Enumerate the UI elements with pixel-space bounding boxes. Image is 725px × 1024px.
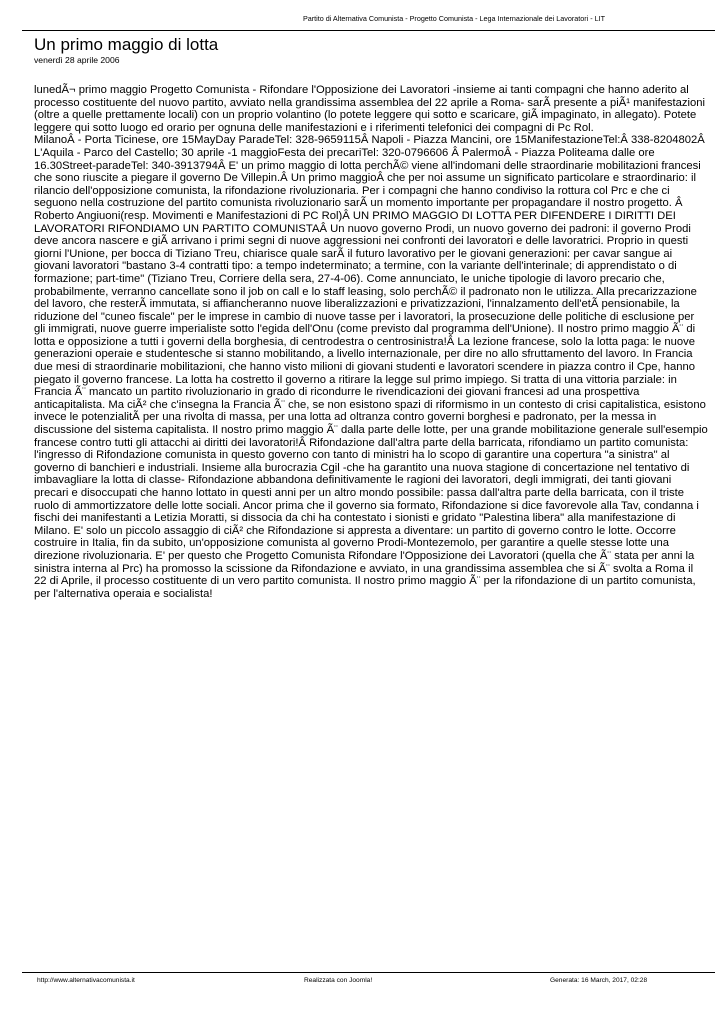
footer-site-url[interactable]: http://www.alternativacomunista.it	[37, 977, 135, 984]
page-header	[22, 14, 715, 31]
footer-generated-date: Generata: 16 March, 2017, 02:28	[550, 977, 648, 984]
article-paragraph-intro: lunedÃ¬ primo maggio Progetto Comunista - Rifondare l'Opposizione dei Lavoratori -insieme ai tanti compagni che hanno aderito al processo costituente del nuovo partito, avviato nella grandissima assemblea del 22 aprile a Roma- sarÃ presente a piÃ¹ manifestazioni (oltre a quelle prettamente locali) con un proprio volantino (lo potete leggere qui sotto e scaricare, giÃ impaginato, in allegato). Potete leggere qui sotto luogo ed orario per ognuna delle manifestazioni e i riferimenti telefonici dei compagni di Pc Rol.	[34, 84, 705, 134]
article-title: Un primo maggio di lotta	[34, 35, 219, 54]
article-paragraph-main: MilanoÂ - Porta Ticinese, ore 15MayDay ParadeTel: 328-9659115Â Napoli - Piazza Mancini, ore 15ManifestazioneTel:Â 338-8204802Â L'Aquila - Parco del Castello; 30 aprile -1 maggioFesta dei precariTel: 320-0796606 Â PalermoÂ - Piazza Politeama dalle ore 16.30Street-paradeTel: 340-3913794Â E' un primo maggio di lotta perchÃ© viene all'indomani delle straordinarie mobilitazioni francesi che sono riuscite a piegare il governo De Villepin.Â Un primo maggioÂ che per noi assume un significato particolare e straordinario: il rilancio dell'opposizione comunista, la rifondazione rivoluzionaria. Per i compagni che hanno condiviso la rottura col Prc e che ci seguono nella costruzione del partito comunista rivoluzionario sarÃ un momento importante per propagandare il nostro progetto. Â Roberto Angiuoni(resp. Movimenti e Manifestazioni di PC Rol)Â UN PRIMO MAGGIO DI LOTTA PER DIFENDERE I DIRITTI DEI LAVORATORI RIFONDIAMO UN PARTITO COMUNISTAÂ Un nuovo governo Prodi, un nuovo governo dei padroni: il governo Prodi deve ancora nascere e giÃ arrivano i primi segni di nuove aggressioni nei confronti dei lavoratori e delle lavoratrici. Proprio in questi giorni l'Unione, per bocca di Tiziano Treu, chiarisce quale sarÃ il futuro lavorativo per le giovani generazioni: per cavar sangue ai giovani lavoratori "bastano 3-4 contratti tipo: a tempo indeterminato; a termine, con la variante dell'interinale; di apprendistato o di formazione; part-time" (Tiziano Treu, Corriere della sera, 27-4-06). Come annunciato, le uniche tipologie di lavoro precario che, probabilmente, verranno cancellate sono il job on call e lo staff leasing, solo perchÃ© il padronato non le utilizza. Alla precarizzazione del lavoro, che resterÃ immutata, si affiancheranno nuove liberalizzazioni e privatizzazioni, l'innalzamento dell'etÃ pensionabile, la riduzione del "cuneo fiscale" per le imprese in cambio di nuove tasse per i lavoratori, la prosecuzione delle politiche di esclusione per gli immigrati, nuove guerre imperialiste sotto l'egida dell'Onu (come previsto dal programma dell'Unione). Il nostro primo maggio Ã¨ di lotta e opposizione a tutti i governi della borghesia, di centrodestra o centrosinistra!Â La lezione francese, solo la lotta paga: le nuove generazioni operaie e studentesche si stanno mobilitando, a livello internazionale, per dire no allo sfruttamento del lavoro. In Francia due mesi di straordinarie mobilitazioni, che hanno visto milioni di giovani studenti e lavoratori scendere in piazza contro il Cpe, hanno piegato il governo francese. La lotta ha costretto il governo a ritirare la legge sul primo impiego. Si tratta di una vittoria parziale: in Francia Ã¨ mancato un partito rivoluzionario in grado di ricondurre le rivendicazioni dei giovani francesi ad una prospettiva anticapitalista. Ma ciÃ² che c'insegna la Francia Ã¨ che, se non esistono spazi di riformismo in un contesto di crisi capitalistica, esistono invece le potenzialitÃ per una rivolta di massa, per una lotta ad oltranza contro governi borghesi e padronato, per la messa in discussione del sistema capitalista. Il nostro primo maggio Ã¨ dalla parte delle lotte, per una grande mobilitazione generale sull'esempio francese contro tutti gli attacchi ai diritti dei lavoratori!Â Rifondazione dall'altra parte della barricata, rifondiamo un partito comunista: l'ingresso di Rifondazione comunista in questo governo con tanto di ministri ha lo scopo di garantire una copertura "a sinistra" al governo di banchieri e industriali. Insieme alla burocrazia Cgil -che ha garantito una nuova stagione di concertazione nel tentativo di imbavagliare la lotta di classe- Rifondazione abbandona definitivamente le ragioni dei lavoratori, degli immigrati, dei tanti giovani precari e disoccupati che hanno lottato in questi anni per un altro mondo possibile: passa dall'altra parte della barricata, con il triste ruolo di ammortizzatore delle lotte sociali. Ancor prima che il governo sia formato, Rifondazione si dice favorevole alla Tav, condanna i fischi dei manifestanti a Letizia Moratti, si dissocia da chi ha contestato i sionisti e gridato "Palestina libera" alla manifestazione di Milano. E' solo un piccolo assaggio di ciÃ² che Rifondazione si appresta a diventare: un partito di governo contro le lotte. Occorre costruire in Italia, fin da subito, un'opposizione comunista al governo Prodi-Montezemolo, per garantire a quelle stesse lotte una direzione rivoluzionaria. E' per questo che Progetto Comunista Rifondare l'Opposizione dei Lavoratori (quella che Ã¨ stata per anni la sinistra interna al Prc) ha promosso la scissione da Rifondazione e avviato, in una grandissima assemblea che si Ã¨ svolta a Roma il 22 di Aprile, il processo costituente di un vero partito comunista. Il nostro primo maggio Ã¨ per la rifondazione di un partito comunista, per l'alternativa operaia e socialista!	[34, 134, 708, 600]
page-footer	[22, 972, 715, 987]
footer-credit: Realizzata con Joomla!	[304, 977, 373, 984]
article-date: venerdì 28 aprile 2006	[34, 55, 120, 65]
article-body	[34, 84, 708, 600]
site-header-text: Partito di Alternativa Comunista - Progetto Comunista - Lega Internazionale dei Lavoratori - LIT	[302, 14, 605, 23]
